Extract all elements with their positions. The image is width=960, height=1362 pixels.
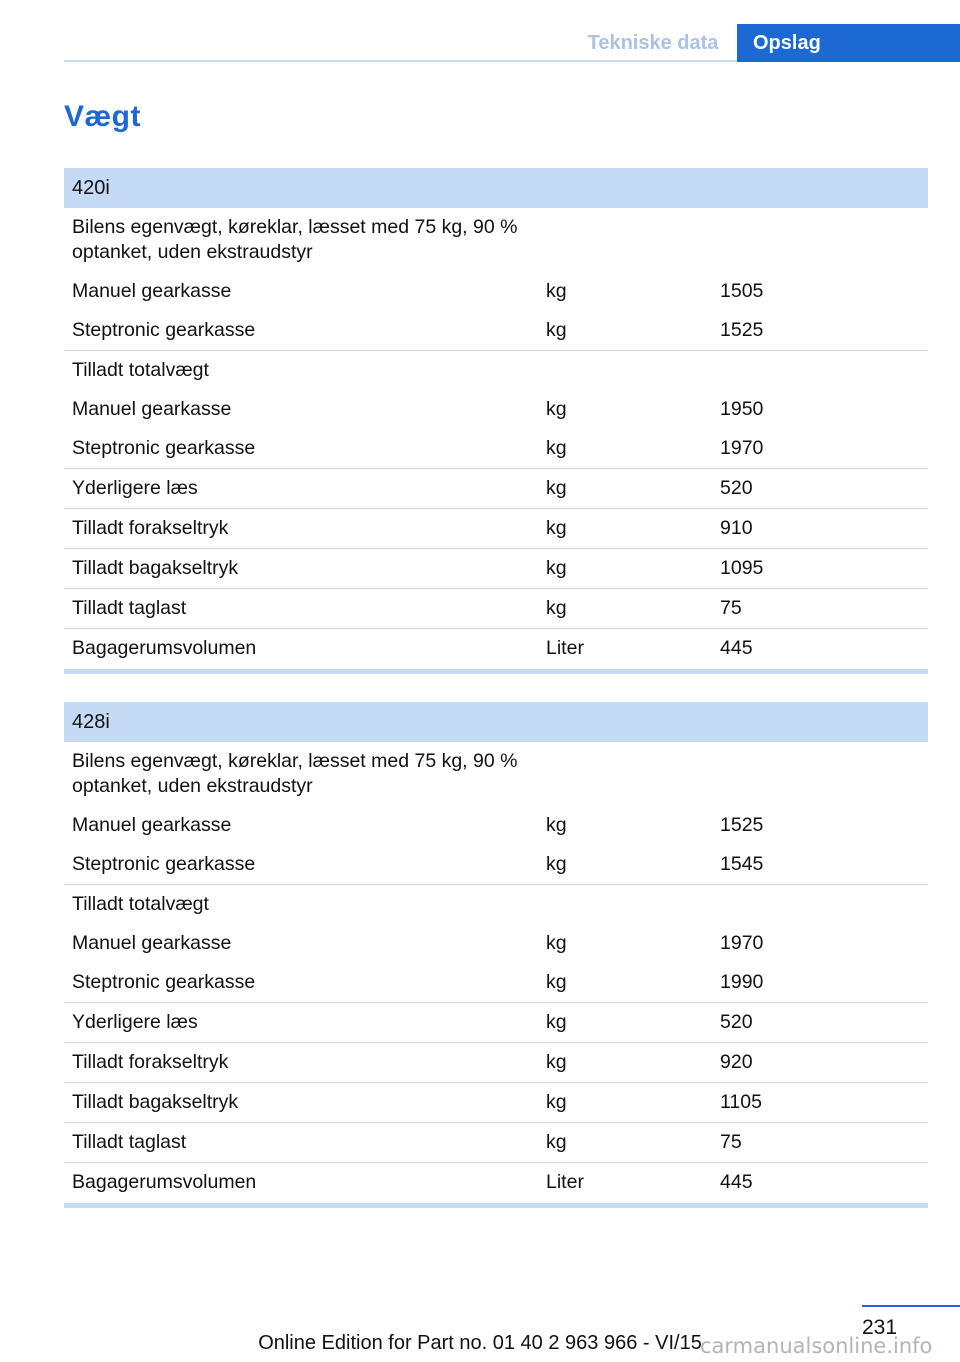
row-unit: kg xyxy=(546,477,567,499)
row-label: Manuel gearkasse xyxy=(72,932,232,954)
row-unit: kg xyxy=(546,1091,567,1113)
row-label: Steptronic gearkasse xyxy=(72,971,256,993)
table-row xyxy=(64,350,928,390)
row-label: Steptronic gearkasse xyxy=(72,437,256,459)
page-number-rule xyxy=(862,1305,960,1307)
row-unit: kg xyxy=(546,517,567,539)
table-row xyxy=(64,468,928,508)
row-label: Tilladt forakseltryk xyxy=(72,1051,229,1073)
row-value: 520 xyxy=(720,1011,753,1033)
row-unit: kg xyxy=(546,814,567,836)
row-label: Manuel gearkasse xyxy=(72,398,232,420)
row-unit: kg xyxy=(546,1011,567,1033)
row-label: Tilladt bagakseltryk xyxy=(72,557,239,579)
row-unit: kg xyxy=(546,597,567,619)
row-value: 1095 xyxy=(720,557,764,579)
row-label: Bagagerumsvolumen xyxy=(72,637,257,659)
table-row xyxy=(64,588,928,628)
row-value: 1505 xyxy=(720,280,764,302)
row-label: Bilens egenvægt, køreklar, læsset med 75 kg, 90 % optanket, uden ekstraudstyr xyxy=(72,216,518,263)
row-unit: kg xyxy=(546,971,567,993)
row-value: 1970 xyxy=(720,932,764,954)
row-value: 910 xyxy=(720,517,753,539)
table-row xyxy=(64,742,928,806)
row-unit: kg xyxy=(546,280,567,302)
row-value: 1950 xyxy=(720,398,764,420)
table-row xyxy=(64,1082,928,1122)
row-label: Manuel gearkasse xyxy=(72,814,232,836)
row-value: 920 xyxy=(720,1051,753,1073)
table-row xyxy=(64,628,928,668)
table-bottom-rule xyxy=(64,1203,928,1208)
row-unit: kg xyxy=(546,437,567,459)
table-row xyxy=(64,884,928,924)
row-label: Yderligere læs xyxy=(72,477,198,499)
table-model-header: 420i xyxy=(64,168,928,208)
row-value: 1525 xyxy=(720,814,764,836)
row-unit: kg xyxy=(546,319,567,341)
row-value: 445 xyxy=(720,1171,753,1193)
page-title: Vægt xyxy=(64,100,141,133)
row-label: Tilladt taglast xyxy=(72,597,187,619)
row-unit: kg xyxy=(546,853,567,875)
row-value: 445 xyxy=(720,637,753,659)
table-row xyxy=(64,548,928,588)
row-label: Tilladt taglast xyxy=(72,1131,187,1153)
tab-opslag[interactable]: Opslag xyxy=(737,24,960,62)
spec-table-420i xyxy=(64,168,928,674)
row-label: Tilladt bagakseltryk xyxy=(72,1091,239,1113)
table-row xyxy=(64,1002,928,1042)
row-label: Yderligere læs xyxy=(72,1011,198,1033)
row-unit: kg xyxy=(546,398,567,420)
row-label: Bagagerumsvolumen xyxy=(72,1171,257,1193)
spec-table-428i xyxy=(64,702,928,1208)
row-unit: kg xyxy=(546,557,567,579)
row-value: 1545 xyxy=(720,853,764,875)
row-unit: Liter xyxy=(546,637,584,659)
row-label: Manuel gearkasse xyxy=(72,280,232,302)
page-number: 231 xyxy=(862,1316,898,1339)
table-row xyxy=(64,272,928,311)
row-label: Tilladt totalvægt xyxy=(72,359,209,381)
table-row xyxy=(64,208,928,272)
row-unit: kg xyxy=(546,932,567,954)
row-label: Tilladt totalvægt xyxy=(72,893,209,915)
table-row xyxy=(64,1162,928,1202)
row-value: 520 xyxy=(720,477,753,499)
table-row xyxy=(64,429,928,468)
row-value: 75 xyxy=(720,1131,742,1153)
table-row xyxy=(64,963,928,1002)
watermark: carmanualsonline.info xyxy=(700,1334,933,1358)
row-unit: kg xyxy=(546,1051,567,1073)
row-unit: Liter xyxy=(546,1171,584,1193)
table-bottom-rule xyxy=(64,669,928,674)
table-row xyxy=(64,390,928,429)
row-value: 1990 xyxy=(720,971,764,993)
table-row xyxy=(64,1122,928,1162)
table-model-header: 428i xyxy=(64,702,928,742)
table-row xyxy=(64,924,928,963)
edition-footer: Online Edition for Part no. 01 40 2 963 966 - VI/15 xyxy=(258,1332,702,1354)
table-row xyxy=(64,845,928,884)
row-value: 1525 xyxy=(720,319,764,341)
table-row xyxy=(64,508,928,548)
row-label: Steptronic gearkasse xyxy=(72,853,256,875)
row-value: 1105 xyxy=(720,1091,762,1113)
table-row xyxy=(64,1042,928,1082)
row-value: 75 xyxy=(720,597,742,619)
row-unit: kg xyxy=(546,1131,567,1153)
row-label: Tilladt forakseltryk xyxy=(72,517,229,539)
table-row xyxy=(64,311,928,350)
tab-tekniske-data[interactable]: Tekniske data xyxy=(587,31,719,54)
table-row xyxy=(64,806,928,845)
row-label: Steptronic gearkasse xyxy=(72,319,256,341)
row-label: Bilens egenvægt, køreklar, læsset med 75 kg, 90 % optanket, uden ekstraudstyr xyxy=(72,750,518,797)
row-value: 1970 xyxy=(720,437,764,459)
